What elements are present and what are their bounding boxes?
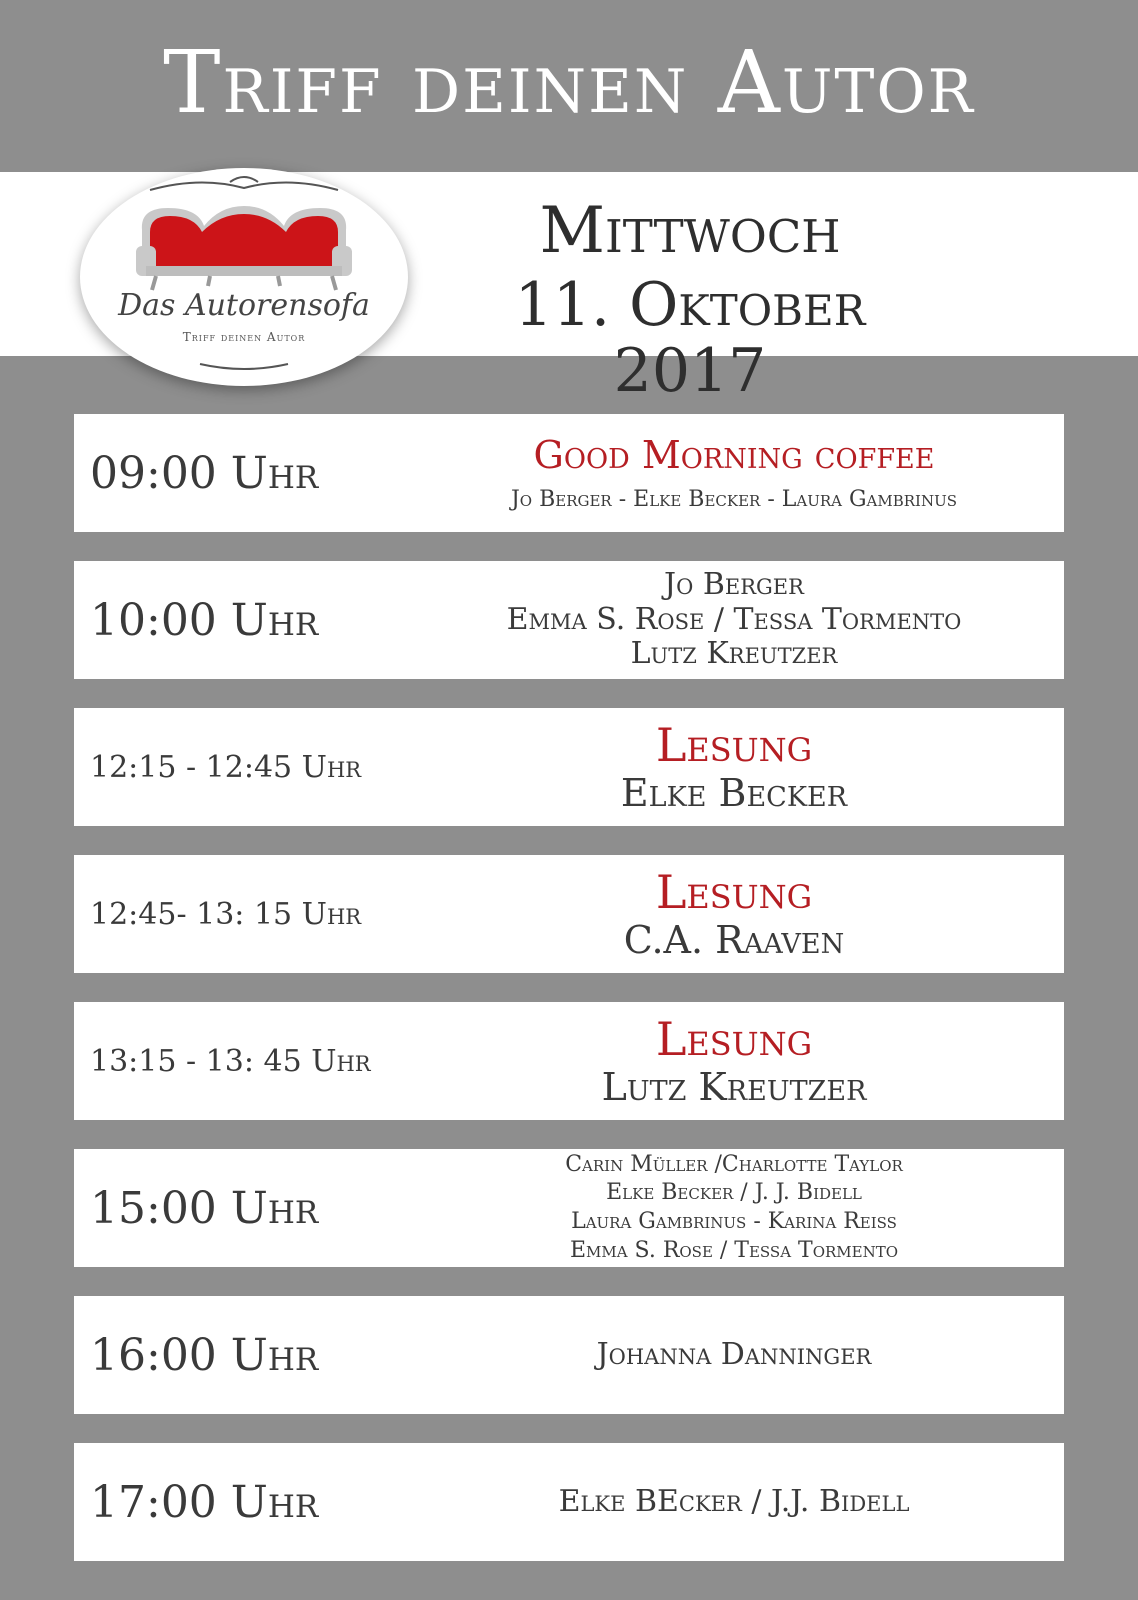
logo-name: Das Autorensofa <box>118 288 370 323</box>
schedule-slot <box>74 1149 1064 1267</box>
page-title: Triff deinen Autor <box>163 33 975 133</box>
slot-content <box>434 719 1034 816</box>
slot-content <box>434 1151 1034 1265</box>
slot-line: Elke BEcker / J.J. Bidell <box>558 1483 910 1519</box>
slot-line: Elke Becker <box>620 770 848 815</box>
slot-content <box>434 1013 1034 1110</box>
slot-content <box>434 434 1034 513</box>
slot-time: 13:15 - 13: 45 Uhr <box>90 1043 371 1079</box>
slot-content <box>434 866 1034 963</box>
slot-line: Jo Berger - Elke Becker - Laura Gambrinus <box>510 487 958 513</box>
slot-time: 12:45- 13: 15 Uhr <box>90 896 362 932</box>
slot-content <box>434 568 1034 672</box>
slot-line: Emma S. Rose / Tessa Tormento <box>569 1237 899 1263</box>
slot-time: 12:15 - 12:45 Uhr <box>90 749 362 785</box>
schedule-slot <box>74 708 1064 826</box>
slot-heading: Lesung <box>655 864 813 919</box>
slot-heading: Lesung <box>655 1011 813 1066</box>
slot-time: 17:00 Uhr <box>90 1476 319 1528</box>
schedule-slot <box>74 1002 1064 1120</box>
slot-line: Jo Berger <box>664 567 804 603</box>
schedule-slot <box>74 1443 1064 1561</box>
slot-line: Carin Müller /Charlotte Taylor <box>565 1151 903 1177</box>
logo-tagline: Triff deinen Autor <box>182 330 306 344</box>
slot-time: 09:00 Uhr <box>90 447 319 499</box>
date-full: 11. Oktober 2017 <box>514 270 866 407</box>
slot-line: Johanna Danninger <box>596 1336 872 1372</box>
schedule-slot <box>74 1296 1064 1414</box>
slot-line: Elke Becker / J. J. Bidell <box>606 1180 862 1206</box>
slot-heading: Lesung <box>655 717 813 772</box>
date-weekday: Mittwoch <box>539 194 841 268</box>
slot-time: 16:00 Uhr <box>90 1329 319 1381</box>
schedule-slot <box>74 855 1064 973</box>
slot-line: Emma S. Rose / Tessa Tormento <box>506 601 962 637</box>
schedule-slot <box>74 414 1064 532</box>
slot-line: Lutz Kreutzer <box>630 636 838 672</box>
slot-line: Laura Gambrinus - Karina Reiss <box>571 1209 897 1234</box>
schedule-slot <box>74 561 1064 679</box>
slot-time: 15:00 Uhr <box>90 1182 319 1234</box>
slot-content <box>434 1338 1034 1373</box>
slot-heading: Good Morning coffee <box>533 432 935 477</box>
sofa-icon <box>80 168 408 386</box>
slot-line: C.A. Raaven <box>623 917 845 962</box>
date-block <box>430 194 950 407</box>
slot-content <box>434 1485 1034 1520</box>
slot-line: Lutz Kreutzer <box>601 1064 867 1109</box>
logo <box>80 168 408 386</box>
slot-time: 10:00 Uhr <box>90 594 319 646</box>
schedule-list <box>74 414 1064 1590</box>
